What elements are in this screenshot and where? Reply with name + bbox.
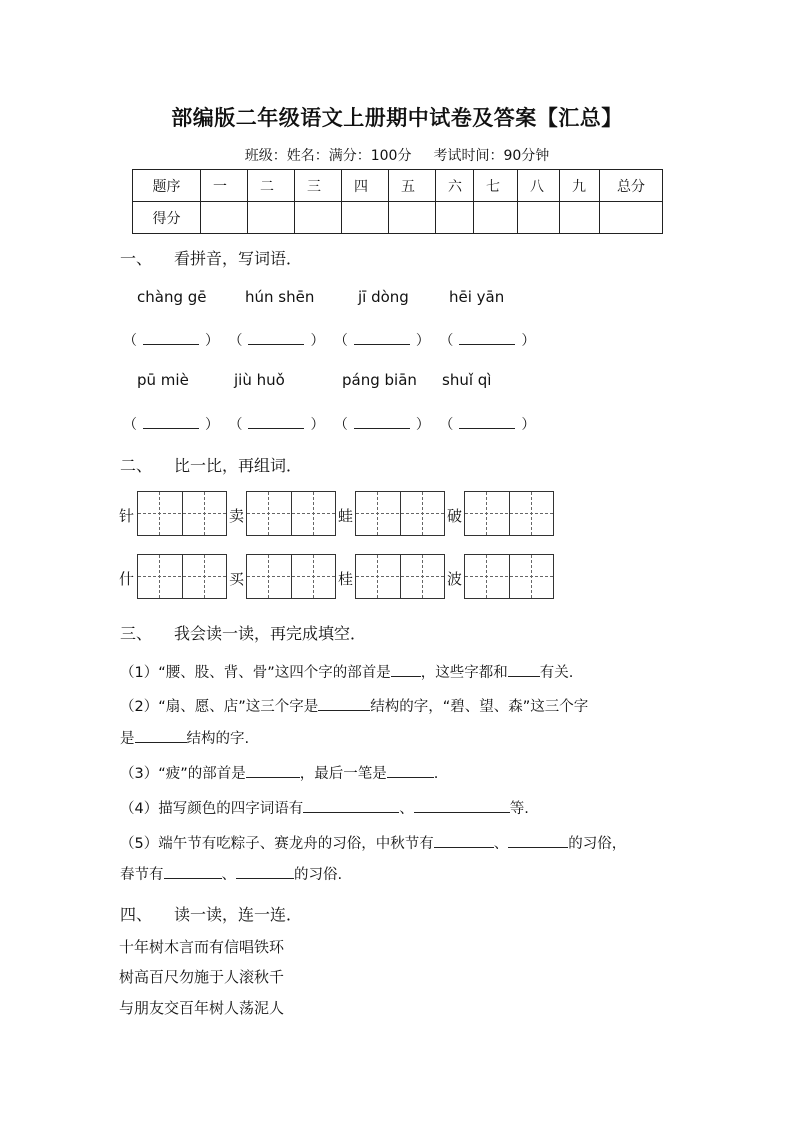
score-header-cell: 三 bbox=[295, 170, 342, 202]
answer-blank[interactable] bbox=[248, 416, 304, 429]
score-header-cell: 二 bbox=[248, 170, 295, 202]
section-2-heading bbox=[120, 453, 302, 476]
paren: （ bbox=[333, 333, 348, 349]
question-text: 、 bbox=[493, 836, 509, 852]
paren: ） bbox=[310, 333, 325, 349]
paren: （ bbox=[228, 417, 243, 433]
question-2 bbox=[120, 695, 588, 716]
answer-blank[interactable] bbox=[459, 332, 515, 345]
question-text: （3）“疲”的部首是 bbox=[120, 766, 246, 782]
fill-blank[interactable] bbox=[387, 763, 434, 778]
writing-grid[interactable] bbox=[464, 491, 554, 536]
section-title: 看拼音，写词语． bbox=[174, 249, 303, 268]
pinyin-5: pū miè bbox=[137, 371, 189, 389]
writing-grid[interactable] bbox=[246, 491, 336, 536]
compare-char: 卖 bbox=[229, 507, 245, 525]
section-title: 读一读，连一连． bbox=[174, 905, 303, 924]
answer-group bbox=[334, 330, 430, 350]
fill-blank[interactable] bbox=[303, 798, 399, 813]
fill-blank[interactable] bbox=[318, 696, 370, 711]
writing-grid[interactable] bbox=[464, 554, 554, 599]
score-header-cell: 七 bbox=[474, 170, 518, 202]
answer-blank[interactable] bbox=[354, 416, 410, 429]
fill-blank[interactable] bbox=[246, 763, 300, 778]
pinyin-2: hún shēn bbox=[245, 288, 315, 306]
answer-group bbox=[439, 330, 535, 350]
question-text: ，最后一笔是 bbox=[299, 766, 387, 782]
score-input-cell[interactable] bbox=[474, 202, 518, 234]
pinyin-6: jiù huǒ bbox=[234, 371, 285, 389]
paren: ） bbox=[205, 417, 219, 433]
fill-blank[interactable] bbox=[508, 662, 540, 677]
exam-info-right: 考试时间：90分钟 bbox=[433, 148, 550, 164]
question-text: . bbox=[433, 766, 439, 782]
score-table-score-row bbox=[133, 202, 663, 234]
score-row-label: 得分 bbox=[133, 202, 201, 234]
answer-blank[interactable] bbox=[459, 416, 515, 429]
compare-char: 桂 bbox=[338, 570, 354, 588]
section-number: 一、 bbox=[120, 249, 153, 268]
exam-info bbox=[0, 145, 794, 165]
section-number: 四、 bbox=[120, 905, 153, 924]
compare-char: 什 bbox=[119, 570, 135, 588]
fill-blank[interactable] bbox=[391, 662, 421, 677]
question-text: 的习俗， bbox=[568, 836, 627, 852]
answer-group bbox=[439, 414, 535, 434]
fill-blank[interactable] bbox=[508, 833, 568, 848]
question-text: （5）端午节有吃粽子、赛龙舟的习俗，中秋节有 bbox=[120, 836, 434, 852]
question-4 bbox=[120, 797, 529, 818]
pinyin-1: chàng gē bbox=[137, 288, 207, 306]
compare-char: 波 bbox=[447, 570, 463, 588]
question-text: 、 bbox=[221, 867, 236, 883]
compare-char: 破 bbox=[447, 507, 463, 525]
question-text: （4）描写颜色的四字词语有 bbox=[120, 801, 304, 817]
score-header-cell: 八 bbox=[518, 170, 560, 202]
writing-grid[interactable] bbox=[137, 491, 227, 536]
paren: ） bbox=[521, 417, 536, 433]
answer-blank[interactable] bbox=[143, 416, 199, 429]
question-text: 、 bbox=[399, 801, 414, 817]
writing-grid[interactable] bbox=[355, 491, 445, 536]
score-input-cell[interactable] bbox=[600, 202, 663, 234]
question-5 bbox=[120, 832, 626, 853]
answer-row-1 bbox=[123, 330, 540, 350]
score-header-cell: 题序 bbox=[133, 170, 201, 202]
score-input-cell[interactable] bbox=[342, 202, 389, 234]
pinyin-8: shuǐ qì bbox=[442, 371, 492, 389]
score-header-cell: 五 bbox=[389, 170, 436, 202]
fill-blank[interactable] bbox=[164, 864, 222, 879]
section-title: 我会读一读，再完成填空． bbox=[174, 624, 367, 643]
score-header-cell: 一 bbox=[201, 170, 248, 202]
score-table bbox=[132, 169, 663, 234]
question-text: 等. bbox=[509, 801, 529, 817]
score-input-cell[interactable] bbox=[389, 202, 436, 234]
score-header-cell: 总分 bbox=[600, 170, 663, 202]
section-number: 二、 bbox=[120, 456, 153, 475]
exam-info-left: 班级：姓名：满分：100分 bbox=[244, 148, 412, 164]
answer-group bbox=[228, 414, 324, 434]
match-line-1[interactable]: 十年树木言而有信唱铁环 bbox=[119, 938, 285, 956]
score-input-cell[interactable] bbox=[295, 202, 342, 234]
question-1 bbox=[120, 661, 573, 682]
section-3-heading bbox=[120, 621, 366, 644]
paren: （ bbox=[123, 333, 137, 349]
section-1-heading bbox=[120, 246, 302, 269]
paren: （ bbox=[439, 333, 454, 349]
writing-grid[interactable] bbox=[137, 554, 227, 599]
answer-blank[interactable] bbox=[143, 332, 199, 345]
fill-blank[interactable] bbox=[434, 833, 494, 848]
score-input-cell[interactable] bbox=[248, 202, 295, 234]
paren: ） bbox=[415, 417, 430, 433]
answer-group bbox=[228, 330, 324, 350]
paren: ） bbox=[521, 333, 536, 349]
writing-grid[interactable] bbox=[355, 554, 445, 599]
score-input-cell[interactable] bbox=[560, 202, 600, 234]
question-3 bbox=[120, 762, 438, 783]
section-number: 三、 bbox=[120, 624, 153, 643]
paren: ） bbox=[310, 417, 325, 433]
fill-blank[interactable] bbox=[414, 798, 510, 813]
answer-blank[interactable] bbox=[248, 332, 304, 345]
question-text: 结构的字. bbox=[186, 731, 250, 747]
question-text: 结构的字，“碧、望、森”这三个字 bbox=[370, 699, 589, 715]
paren: ） bbox=[415, 333, 430, 349]
answer-group bbox=[334, 414, 430, 434]
answer-group bbox=[123, 330, 219, 350]
question-text: （2）“扇、愿、店”这三个字是 bbox=[120, 699, 319, 715]
paren: （ bbox=[333, 417, 348, 433]
question-text: ，这些字都和 bbox=[420, 665, 508, 681]
paren: ） bbox=[205, 333, 219, 349]
question-text: 是 bbox=[120, 731, 135, 747]
answer-group bbox=[123, 414, 219, 434]
pinyin-4: hēi yān bbox=[449, 288, 505, 306]
pinyin-7: páng biān bbox=[342, 371, 417, 389]
question-text: 的习俗. bbox=[294, 867, 343, 883]
paren: （ bbox=[228, 333, 243, 349]
question-text: （1）“腰、股、背、骨”这四个字的部首是 bbox=[120, 665, 391, 681]
score-table-header-row bbox=[133, 170, 663, 202]
fill-blank[interactable] bbox=[236, 864, 294, 879]
pinyin-3: jī dòng bbox=[358, 288, 409, 306]
score-header-cell: 六 bbox=[436, 170, 474, 202]
score-header-cell: 四 bbox=[342, 170, 389, 202]
match-line-2[interactable]: 树高百尺勿施于人滚秋千 bbox=[119, 968, 285, 986]
question-text: 春节有 bbox=[120, 867, 164, 883]
paren: （ bbox=[439, 417, 454, 433]
fill-blank[interactable] bbox=[135, 728, 187, 743]
score-input-cell[interactable] bbox=[201, 202, 248, 234]
score-input-cell[interactable] bbox=[436, 202, 474, 234]
compare-char: 买 bbox=[229, 570, 245, 588]
answer-row-2 bbox=[123, 414, 540, 434]
compare-char: 蛙 bbox=[338, 507, 354, 525]
score-input-cell[interactable] bbox=[518, 202, 560, 234]
score-header-cell: 九 bbox=[560, 170, 600, 202]
writing-grid[interactable] bbox=[246, 554, 336, 599]
question-text: 有关. bbox=[539, 665, 574, 681]
section-4-heading bbox=[120, 902, 302, 925]
compare-char: 针 bbox=[119, 507, 135, 525]
question-2-cont bbox=[120, 727, 249, 748]
match-line-3[interactable]: 与朋友交百年树人荡泥人 bbox=[119, 999, 285, 1017]
page-title: 部编版二年级语文上册期中试卷及答案【汇总】 bbox=[171, 105, 623, 130]
paren: （ bbox=[123, 417, 137, 433]
answer-blank[interactable] bbox=[354, 332, 410, 345]
question-5-cont bbox=[120, 863, 342, 884]
section-title: 比一比，再组词． bbox=[174, 456, 303, 475]
